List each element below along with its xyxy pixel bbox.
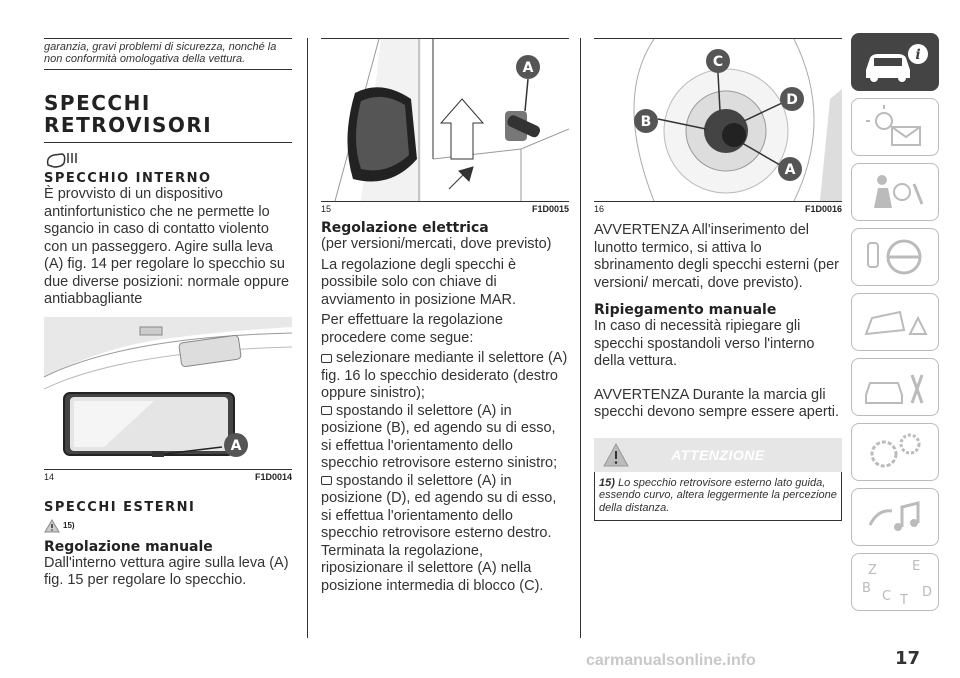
chapter-tab-safety[interactable] [851, 163, 939, 221]
chapter-tab-technical-data[interactable] [851, 423, 939, 481]
paragraph: AVVERTENZA All'inserimento del lunotto termico, si attiva lo sbrinamento degli specchi esterni (per versioni/ mercati, dove previsto). [594, 222, 840, 291]
figure-16 [594, 38, 842, 202]
subheading-manual: Regolazione manuale [44, 538, 213, 555]
paragraph: È provvisto di un dispositivo antinfortunistico che ne permette lo sgancio in caso di contatto violento con un passeggero. Agire sulla leva (A) fig. 14 per regolare lo specchio su due diverse posizioni: normale oppure antiabbagliante [44, 186, 290, 307]
intro-note: garanzia, gravi problemi di sicurezza, nonché la non conformità omologativa della vettura. [44, 38, 292, 70]
warning-text: Lo specchio retrovisore esterno lato guida, essendo curvo, altera leggermente la percezione della distanza. [599, 476, 837, 514]
car-info-icon [852, 34, 938, 90]
column-divider [307, 38, 308, 638]
callout-label: A [230, 437, 242, 454]
bullet-icon [321, 354, 332, 363]
watermark: carmanualsonline.info [586, 652, 756, 669]
paragraph: Dall'interno vettura agire sulla leva (A) fig. 15 per regolare lo specchio. [44, 554, 289, 588]
warning-ref-number: 15) [63, 521, 75, 530]
bullet-item: selezionare mediante il selettore (A) fig. 16 lo specchio desiderato (destro oppure sinistro); [321, 350, 568, 401]
figure-number: 15 [321, 204, 332, 214]
svg-text:i: i [915, 47, 921, 63]
warning-box-header [594, 438, 842, 472]
warning-ref [44, 517, 292, 535]
svg-text:C: C [882, 589, 892, 604]
rear-view-mirror-illustration [44, 317, 292, 469]
mirror-selector-illustration [594, 39, 842, 201]
column-2 [321, 0, 569, 595]
lights-envelope-icon [852, 99, 938, 155]
callout-label: C [712, 54, 724, 70]
chapter-tab-multimedia[interactable] [851, 488, 939, 546]
svg-text:T: T [900, 593, 908, 608]
mirror-symbol-icon [44, 149, 292, 169]
paragraph: (per versioni/mercati, dove previsto) [321, 236, 552, 252]
figure-number: 14 [44, 471, 55, 482]
steering-wheel-icon [852, 229, 938, 285]
chapter-tab-starting[interactable] [851, 228, 939, 286]
bullet-item: spostando il selettore (A) in posizione (B), ed agendo su di esso, si effettua l'orientamento dello specchio retrovisore esterno sinistro; [321, 402, 558, 471]
bullet-item: spostando il selettore (A) in posizione (D), ed agendo su di esso, si effettua l'orientamento dello specchio retrovisore esterno destro. Terminata la regolazione, riposizionare il selettore (A) nella posizione intermedia di blocco (C). [321, 472, 557, 594]
chapter-tab-index[interactable] [851, 553, 939, 611]
subsection-title-interior: SPECCHIO INTERNO [44, 171, 212, 186]
index-letters-icon [852, 554, 938, 610]
callout-label: B [640, 114, 652, 130]
warning-triangle-icon [602, 442, 630, 468]
warning-box-body [594, 472, 842, 522]
paragraph: Per effettuare la regolazione procedere come segue: [321, 312, 503, 346]
warning-title: ATTENZIONE [671, 446, 765, 463]
callout-label: D [786, 92, 798, 108]
figure-number: 16 [594, 204, 605, 214]
figure-code: F1D0015 [531, 204, 569, 214]
callout-label: A [522, 60, 534, 76]
figure-code: F1D0016 [804, 204, 842, 214]
title-rule [44, 142, 292, 143]
maintenance-icon [852, 359, 938, 415]
svg-text:E: E [912, 559, 921, 574]
figure-caption [44, 470, 292, 482]
subheading-folding: Ripiegamento manuale [594, 302, 777, 318]
section-title-line2: RETROVISORI [44, 113, 213, 137]
callout-label: A [784, 162, 796, 178]
airbag-icon [852, 164, 938, 220]
subsection-title-exterior: SPECCHI ESTERNI [44, 499, 196, 515]
svg-text:B: B [862, 581, 871, 596]
paragraph: In caso di necessità ripiegare gli specchi spostandoli verso l'interno della vettura. [594, 318, 815, 369]
emergency-icon [852, 294, 938, 350]
multimedia-icon [852, 489, 938, 545]
chapter-tab-lights[interactable] [851, 98, 939, 156]
svg-text:Z: Z [868, 563, 877, 578]
bullet-icon [321, 476, 332, 485]
warning-triangle-icon [44, 519, 60, 533]
column-1 [44, 0, 292, 590]
figure-caption [594, 202, 842, 214]
section-title-line1: SPECCHI [44, 91, 151, 115]
svg-text:D: D [922, 585, 933, 600]
chapter-tab-maintenance[interactable] [851, 358, 939, 416]
figure-14 [44, 317, 292, 470]
chapter-tab-emergency[interactable] [851, 293, 939, 351]
figure-code: F1D0014 [254, 471, 292, 482]
subheading-electric: Regolazione elettrica [321, 220, 489, 236]
paragraph: La regolazione degli specchi è possibile solo con chiave di avviamento in posizione MAR. [321, 256, 517, 308]
figure-caption [321, 202, 569, 214]
gears-icon [852, 424, 938, 480]
chapter-sidebar [851, 33, 943, 618]
column-divider [580, 38, 581, 638]
bullet-icon [321, 406, 332, 415]
exterior-mirror-illustration [321, 39, 569, 201]
column-3 [594, 0, 842, 521]
page-number: 17 [894, 648, 920, 669]
chapter-tab-car-info[interactable] [851, 33, 939, 91]
paragraph: AVVERTENZA Durante la marcia gli specchi devono sempre essere aperti. [594, 386, 840, 420]
figure-15 [321, 38, 569, 202]
warning-number: 15) [599, 476, 615, 489]
